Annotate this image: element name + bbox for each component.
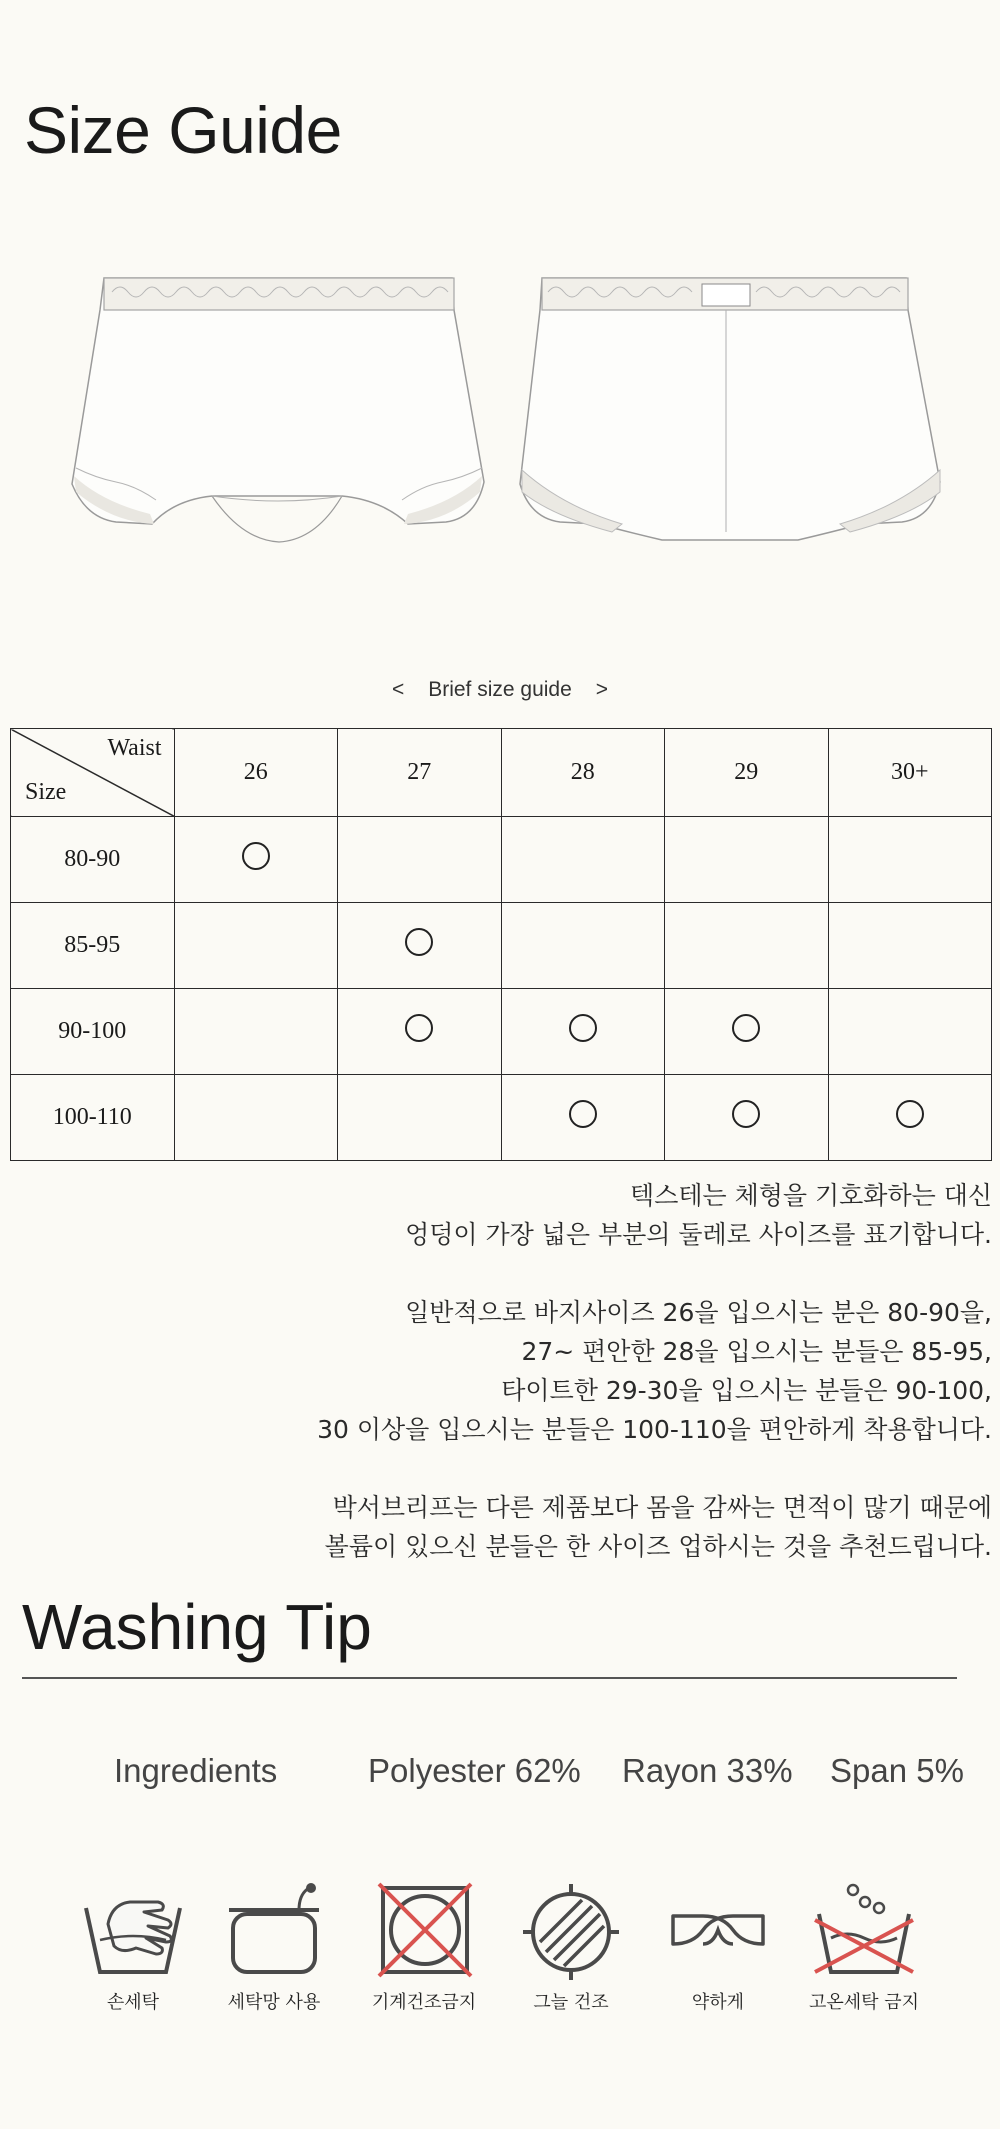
caption-left-bracket: < [391,678,405,701]
care-item-gentle [653,1880,783,2014]
fit-cell [174,903,338,989]
ingredients-label: Ingredients [114,1752,278,1789]
fit-cell [665,903,829,989]
brief-back-illustration [512,270,950,572]
fit-cell [501,903,665,989]
brief-size-guide-caption [0,678,1000,702]
laundry-net-icon [219,1880,329,1980]
washing-tip-title: Washing Tip [22,1591,372,1663]
note-line: 27~ 편안한 28을 입으시는 분들은 85-95, [521,1337,992,1366]
fit-cell [828,817,992,903]
hip-size-cell: 85-95 [11,903,175,989]
care-item-no-hot-wash [799,1880,929,2014]
waist-column-header: 30+ [828,729,992,817]
fit-cell [828,1075,992,1161]
fit-cell [665,989,829,1075]
material-rayon: Rayon 33% [622,1752,793,1789]
hip-size-cell: 100-110 [11,1075,175,1161]
care-label: 손세탁 [106,1992,160,2013]
size-header: Size [25,779,67,805]
waist-column-header: 28 [501,729,665,817]
care-label: 약하게 [691,1992,745,2013]
fit-mark-circle [569,1100,597,1128]
fit-mark-circle [569,1014,597,1042]
size-guide-title: Size Guide [24,93,342,167]
note-line: 타이트한 29-30을 입으시는 분들은 90-100, [501,1376,992,1405]
hip-size-cell: 80-90 [11,817,175,903]
size-chart-table [10,728,992,1161]
caption-right-bracket: > [595,678,609,701]
fit-cell [338,989,502,1075]
no-tumble-dry-icon [369,1880,479,1980]
shade-dry-icon [516,1880,626,1980]
care-item-hand-wash [68,1880,198,2014]
notes-paragraph [32,1176,992,1254]
hand-wash-icon [78,1880,188,1980]
care-item-shade-dry [506,1880,636,2014]
notes-paragraph [32,1293,992,1449]
table-row [11,1075,992,1161]
waist-header: Waist [107,735,162,761]
header-row [11,729,992,817]
fit-mark-circle [732,1014,760,1042]
fit-cell [828,989,992,1075]
fit-cell [501,989,665,1075]
material-polyester: Polyester 62% [368,1752,581,1789]
fit-cell [338,903,502,989]
fit-mark-circle [405,1014,433,1042]
fit-cell [174,989,338,1075]
care-item-no-tumble-dry [359,1880,489,2014]
fit-mark-circle [242,842,270,870]
waist-column-header: 26 [174,729,338,817]
care-item-laundry-net [209,1880,339,2014]
note-line: 텍스테는 체형을 기호화하는 대신 [630,1181,992,1210]
note-line: 엉덩이 가장 넓은 부분의 둘레로 사이즈를 표기합니다. [405,1220,992,1249]
brief-front-illustration [62,270,496,572]
table-row [11,903,992,989]
waist-column-header: 29 [665,729,829,817]
care-label: 기계건조금지 [371,1992,477,2013]
care-label: 세탁망 사용 [227,1992,321,2013]
waist-column-header: 27 [338,729,502,817]
hip-size-cell: 90-100 [11,989,175,1075]
table-row [11,989,992,1075]
notes-paragraph [32,1488,992,1566]
note-line: 박서브리프는 다른 제품보다 몸을 감싸는 면적이 많기 때문에 [332,1493,992,1522]
fit-cell [338,817,502,903]
size-notes [32,1176,992,1566]
fit-cell [665,1075,829,1161]
fit-cell [338,1075,502,1161]
section-divider [22,1677,957,1679]
no-hot-wash-icon [809,1880,919,1980]
gentle-wring-icon [663,1880,773,1980]
fit-cell [501,1075,665,1161]
note-line: 30 이상을 입으시는 분들은 100-110을 편안하게 착용합니다. [317,1415,992,1444]
fit-mark-circle [896,1100,924,1128]
fit-mark-circle [405,928,433,956]
fit-cell [665,817,829,903]
care-label: 고온세탁 금지 [808,1992,920,2013]
fit-cell [828,903,992,989]
table-corner-header [11,729,175,817]
care-label: 그늘 건조 [533,1992,609,2013]
material-span: Span 5% [830,1752,964,1789]
note-line: 볼륨이 있으신 분들은 한 사이즈 업하시는 것을 추천드립니다. [324,1532,992,1561]
caption-text: Brief size guide [428,678,572,701]
table-row [11,817,992,903]
fit-cell [174,1075,338,1161]
fit-cell [174,817,338,903]
fit-mark-circle [732,1100,760,1128]
note-line: 일반적으로 바지사이즈 26을 입으시는 분은 80-90을, [405,1298,992,1327]
fit-cell [501,817,665,903]
